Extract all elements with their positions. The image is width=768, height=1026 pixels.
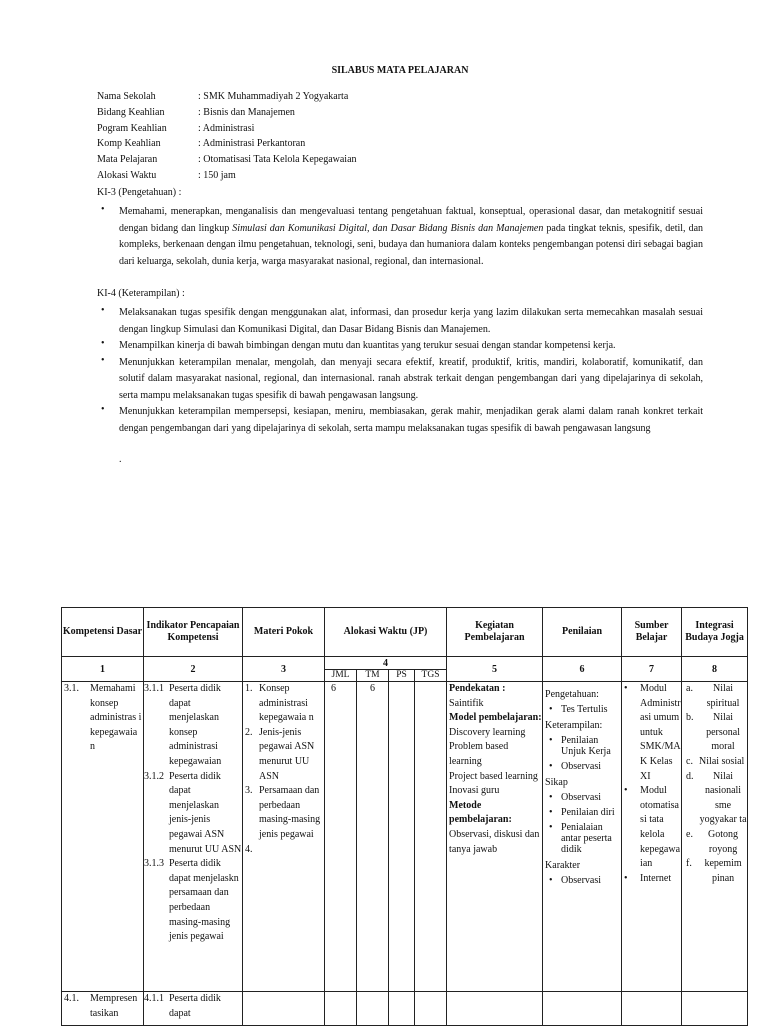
- indikator-number: 4.1.1: [144, 993, 164, 1004]
- integrasi-item: [682, 770, 747, 828]
- penilaian-item: [545, 735, 621, 757]
- indikator-item: [144, 992, 242, 1021]
- meta-row: [97, 136, 357, 152]
- sumber-text: Modul Administr asi umum untuk SMK/MA K Kelas XI: [640, 683, 681, 782]
- sikap-label: Sikap: [545, 777, 568, 788]
- bullet-icon: •: [101, 338, 105, 349]
- col-header-kegiatan: Kegiatan Pembelajaran: [447, 608, 543, 657]
- meta-label: Nama Sekolah: [97, 91, 156, 102]
- ki4-item: [97, 338, 703, 355]
- bullet-icon: •: [101, 404, 105, 415]
- sumber-text: Internet: [640, 872, 672, 884]
- indikator-number: 3.1.1: [144, 683, 164, 694]
- materi-number: 1.: [245, 683, 253, 694]
- syllabus-table: [61, 607, 748, 1026]
- materi-number: 2.: [245, 726, 253, 738]
- materi-cell: [243, 682, 325, 992]
- meta-value: : Administrasi Perkantoran: [198, 138, 306, 150]
- sumber-item: [622, 682, 681, 784]
- indikator-text: Peserta didik dapat menjelaskn persamaan dan perbedaan masing-masing jenis pegawai: [169, 858, 239, 943]
- col-header-sumber: Sumber Belajar: [622, 608, 682, 657]
- subheader-jml: JML: [325, 670, 357, 682]
- bullet-icon: •: [624, 683, 628, 694]
- materi-item: [243, 682, 324, 726]
- model-item: Inovasi guru: [449, 785, 500, 797]
- materi-text: Persamaan dan perbedaan masing-masing jenis pegawai: [259, 785, 321, 840]
- materi-item: [243, 784, 324, 842]
- integrasi-letter: e.: [686, 828, 693, 840]
- ki3-item: [97, 204, 703, 270]
- materi-item: [243, 843, 324, 858]
- penilaian-item: [545, 792, 621, 803]
- meta-row: [97, 168, 357, 184]
- indikator-cell: [144, 992, 243, 1026]
- tm-cell: [357, 992, 389, 1026]
- kd-number: 3.1.: [64, 683, 79, 694]
- indikator-cell: [144, 682, 243, 992]
- meta-value: : SMK Muhammadiyah 2 Yogyakarta: [198, 91, 349, 102]
- metode-value: Observasi, diskusi dan tanya jawab: [449, 828, 540, 855]
- materi-number: 4.: [245, 843, 253, 855]
- meta-label: Komp Keahlian: [97, 138, 161, 150]
- subheader-tm: TM: [357, 670, 389, 682]
- ps-cell: [389, 682, 415, 992]
- meta-value: : Administrasi: [198, 122, 255, 134]
- penilaian-item: [545, 807, 621, 818]
- col-number: 1: [62, 657, 144, 682]
- sumber-cell: [622, 992, 682, 1026]
- jml-cell: [325, 682, 357, 992]
- bullet-icon: •: [549, 807, 553, 818]
- ki3-item-text: Memahami, menerapkan, menganalisis dan mengevaluasi tentang pengetahuan faktual, konseptual, operasional dasar, dan metakognitif sesuai dengan bidang dan lingkup Simulasi dan Komunikasi Digital, dan Dasar Bidang Bisnis dan Manajemen pada tingkat teknis, spesifik, detil, dan kompleks, berkenaan dengan ilmu pengetahuan, teknologi, seni, budaya dan humaniora dalam konteks pengembangan potensi diri sebagai bagian dari keluarga, sekolah, dunia kerja, warga masyarakat nasional, regional, dan internasional.: [119, 206, 704, 267]
- subheader-ps: PS: [389, 670, 415, 682]
- meta-row: [97, 152, 357, 168]
- bullet-icon: •: [101, 354, 105, 366]
- integrasi-cell: [682, 682, 748, 992]
- col-header-integrasi: Integrasi Budaya Jogja: [682, 608, 748, 657]
- ki4-item: [97, 404, 703, 437]
- school-info: [97, 89, 357, 184]
- col-header-indikator: Indikator Pencapaian Kompetensi: [144, 608, 243, 657]
- meta-label: Alokasi Waktu: [97, 169, 157, 181]
- bullet-icon: •: [549, 792, 553, 803]
- penilaian-text: Penialaian antar peserta didik: [561, 822, 612, 855]
- penilaian-item: [545, 875, 621, 886]
- table-number-row: [62, 657, 748, 670]
- bullet-icon: •: [549, 822, 553, 833]
- kd-number: 4.1.: [64, 993, 79, 1004]
- penilaian-text: Observasi: [561, 792, 602, 803]
- tgs-cell: [415, 682, 447, 992]
- model-item: Problem based learning: [449, 741, 509, 767]
- integrasi-item: [682, 828, 747, 857]
- ki3-heading: KI-3 (Pengetahuan) :: [97, 187, 182, 198]
- tm-cell: [357, 682, 389, 992]
- integrasi-text: Nilai nasionali sme yogyakar ta: [699, 770, 747, 826]
- integrasi-item: [682, 682, 747, 711]
- ki4-item: [97, 355, 703, 405]
- integrasi-letter: a.: [686, 683, 693, 694]
- kd-cell: [62, 992, 144, 1026]
- bullet-icon: •: [549, 875, 553, 886]
- meta-row: [97, 121, 357, 137]
- integrasi-text: Nilai sosial: [699, 755, 745, 767]
- ki3-section: [97, 186, 703, 270]
- table-row: [62, 682, 748, 992]
- integrasi-letter: b.: [686, 712, 694, 724]
- ki4-item-text: Menampilkan kinerja di bawah bimbingan dengan mutu dan kuantitas yang terukur sesuai dengan standar kompetensi kerja.: [119, 340, 616, 351]
- ki4-heading: KI-4 (Keterampilan) :: [97, 288, 185, 299]
- col-header-materi: Materi Pokok: [243, 608, 325, 657]
- ki4-item-text: Melaksanakan tugas spesifik dengan menggunakan alat, informasi, dan prosedur kerja yang lazim dilakukan serta memecahkan masalah sesuai dengan lingkup Simulasi dan Komunikasi Digital, dan Dasar Bidang Bisnis dan Manajemen.: [119, 307, 703, 335]
- col-number: 2: [144, 657, 243, 682]
- col-number: 5: [447, 657, 543, 682]
- metode-label: Metode pembelajaran:: [449, 799, 512, 826]
- bullet-icon: •: [101, 204, 105, 215]
- kegiatan-cell: [447, 992, 543, 1026]
- ki4-item-text: Menunjukkan keterampilan menalar, mengolah, dan menyaji secara efektif, kreatif, produktif, kritis, mandiri, kolaboratif, komunikatif, dan solutif dalam masyarakat nasional, regional, dan internasional. ranah abstrak terkait dengan pengembangan dari yang dipelajarinya di sekolah, serta mampu melaksanakan tugas spesifik di bawah pengawasan langsung.: [119, 356, 703, 401]
- penilaian-cell: [543, 682, 622, 992]
- kd-text: Memahami konsep administras i kepegawaia n: [90, 683, 142, 753]
- penilaian-text: Penilaian diri: [561, 807, 615, 818]
- integrasi-text: Gotong royong: [708, 828, 739, 855]
- materi-cell: [243, 992, 325, 1026]
- ki4-item-text: Menunjukkan keterampilan mempersepsi, kesiapan, meniru, membiasakan, gerak mahir, menjadikan gerak alami dalam ranah konkret terkait dengan pengembangan dari yang dipelajarinya di sekolah, serta mampu melaksanakan tugas spesifik di bawah pengawasan langsung: [119, 406, 703, 434]
- meta-row: [97, 105, 357, 121]
- pengetahuan-label: Pengetahuan:: [545, 689, 599, 700]
- tgs-cell: [415, 992, 447, 1026]
- tm-value: 6: [370, 683, 375, 694]
- table-row: [62, 992, 748, 1026]
- penilaian-cell: [543, 992, 622, 1026]
- keterampilan-label: Keterampilan:: [545, 720, 603, 731]
- materi-text: Jenis-jenis pegawai ASN menurut UU ASN: [259, 726, 315, 782]
- kd-cell: [62, 682, 144, 992]
- table-header-row: [62, 608, 748, 657]
- col-number: 3: [243, 657, 325, 682]
- indikator-item: [144, 682, 242, 770]
- indikator-text: Peserta didik dapat menjelaskan konsep administrasi kepegawaian: [169, 683, 222, 767]
- integrasi-cell: [682, 992, 748, 1026]
- bullet-icon: •: [101, 305, 105, 316]
- col-number: 6: [543, 657, 622, 682]
- bullet-icon: •: [624, 785, 628, 797]
- trailing-period: .: [119, 454, 122, 465]
- model-item: Discovery learning: [449, 726, 526, 738]
- subheader-tgs: TGS: [415, 670, 447, 682]
- penilaian-text: Observasi: [561, 761, 602, 772]
- integrasi-letter: d.: [686, 770, 694, 782]
- meta-row: [97, 89, 357, 105]
- meta-label: Mata Pelajaran: [97, 154, 158, 166]
- penilaian-item: [545, 704, 621, 715]
- model-item: Project based learning: [449, 770, 538, 782]
- integrasi-text: kepemim pinan: [704, 858, 742, 884]
- ki4-item: [97, 305, 703, 338]
- meta-label: Pogram Keahlian: [97, 122, 167, 134]
- integrasi-text: Nilai personal moral: [706, 712, 740, 753]
- col-header-penilaian: Penilaian: [543, 608, 622, 657]
- integrasi-item: [682, 857, 747, 886]
- bullet-icon: •: [549, 704, 553, 715]
- col-header-kd: Kompetensi Dasar: [62, 608, 144, 657]
- pendekatan-label: Pendekatan :: [449, 683, 506, 694]
- meta-value: : Otomatisasi Tata Kelola Kepegawaian: [198, 154, 357, 166]
- bullet-icon: •: [549, 735, 553, 746]
- integrasi-letter: f.: [686, 858, 692, 870]
- bullet-icon: •: [549, 761, 553, 772]
- integrasi-item: [682, 755, 747, 770]
- document-title: SILABUS MATA PELAJARAN: [331, 65, 469, 76]
- ki4-section: [97, 287, 703, 437]
- materi-text: Konsep administrasi kepegawaia n: [259, 683, 314, 724]
- sumber-item: [622, 784, 681, 872]
- kd-item: [62, 682, 143, 755]
- col-number: 4: [325, 657, 447, 670]
- indikator-text: Peserta didik dapat: [169, 993, 221, 1019]
- materi-text: [255, 843, 259, 858]
- indikator-number: 3.1.2: [144, 770, 164, 782]
- kd-text: Mempresen tasikan: [90, 993, 138, 1019]
- meta-value: : Bisnis dan Manajemen: [198, 106, 295, 118]
- jml-cell: [325, 992, 357, 1026]
- integrasi-letter: c.: [686, 755, 693, 767]
- ps-cell: [389, 992, 415, 1026]
- indikator-number: 3.1.3: [144, 858, 164, 870]
- kegiatan-cell: [447, 682, 543, 992]
- col-number: 8: [682, 657, 748, 682]
- materi-item: [243, 726, 324, 784]
- jml-value: 6: [331, 683, 336, 694]
- sumber-cell: [622, 682, 682, 992]
- penilaian-item: [545, 822, 621, 855]
- penilaian-text: Penilaian Unjuk Kerja: [561, 735, 611, 757]
- meta-value: : 150 jam: [198, 169, 236, 181]
- col-header-alokasi: Alokasi Waktu (JP): [325, 608, 447, 657]
- indikator-item: [144, 857, 242, 945]
- kd-item: [62, 992, 143, 1021]
- pendekatan-value: Saintifik: [449, 697, 484, 709]
- sumber-text: Modul otomatisa si tata kelola kepegawa ian: [640, 785, 681, 870]
- integrasi-item: [682, 711, 747, 755]
- integrasi-text: Nilai spiritual: [706, 683, 740, 709]
- indikator-text: Peserta didik dapat menjelaskan jenis-jenis pegawai ASN menurut UU ASN: [169, 770, 242, 855]
- penilaian-item: [545, 761, 621, 772]
- penilaian-text: Observasi: [561, 875, 602, 886]
- materi-number: 3.: [245, 785, 253, 797]
- col-number: 7: [622, 657, 682, 682]
- meta-label: Bidang Keahlian: [97, 106, 165, 118]
- sumber-item: [622, 872, 681, 887]
- model-label: Model pembelajaran:: [449, 712, 542, 724]
- karakter-label: Karakter: [545, 860, 581, 871]
- indikator-item: [144, 770, 242, 858]
- penilaian-text: Tes Tertulis: [561, 704, 608, 715]
- bullet-icon: •: [624, 872, 628, 884]
